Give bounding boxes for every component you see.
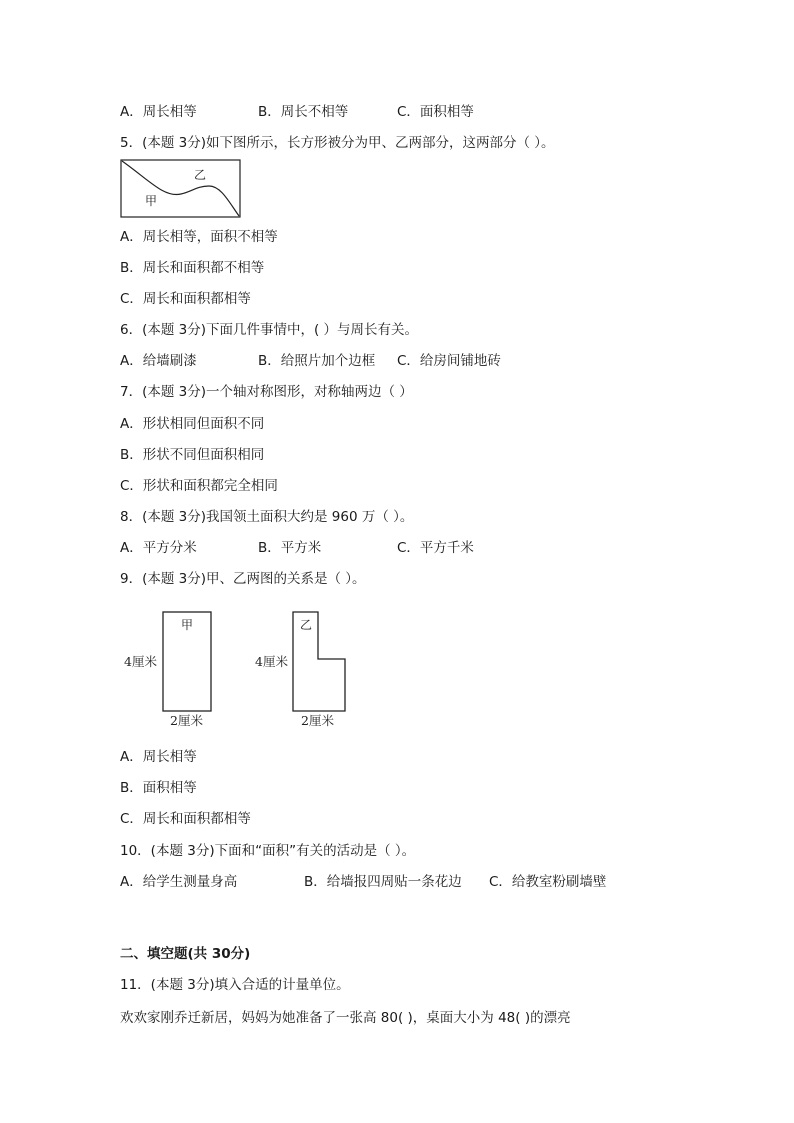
q10-stem: 10．(本题 3分)下面和“面积”有关的活动是（ ）。 [120, 843, 416, 859]
q9-option-c: C．周长和面积都相等 [120, 811, 251, 827]
q11-stem: 11．(本题 3分)填入合适的计量单位。 [120, 977, 350, 993]
q4-option-c: C．面积相等 [397, 104, 474, 120]
q4-option-b: B．周长不相等 [258, 104, 349, 120]
q5-option-a: A．周长相等，面积不相等 [120, 229, 278, 245]
q9-yi-width: 2厘米 [301, 713, 334, 728]
q10-option-b: B．给墙报四周贴一条花边 [304, 874, 462, 890]
q8-option-c: C．平方千米 [397, 540, 474, 556]
q9-option-b: B．面积相等 [120, 780, 197, 796]
q5-label-jia: 甲 [145, 194, 158, 208]
q8-option-b: B．平方米 [258, 540, 322, 556]
section-title: 二、填空题(共 30分) [120, 946, 251, 962]
q6-option-a: A．给墙刷漆 [120, 353, 197, 369]
q9-jia-width: 2厘米 [170, 713, 203, 728]
q7-option-b: B．形状不同但面积相同 [120, 447, 265, 463]
q5-stem: 5．(本题 3分)如下图所示，长方形被分为甲、乙两部分，这两部分（ ）。 [120, 135, 555, 151]
q7-stem: 7．(本题 3分)一个轴对称图形，对称轴两边（ ） [120, 384, 413, 400]
q9-jia-height: 4厘米 [124, 654, 157, 669]
q10-option-c: C．给教室粉刷墙壁 [489, 874, 607, 890]
q7-option-a: A．形状相同但面积不同 [120, 416, 265, 432]
q5-option-b: B．周长和面积都不相等 [120, 260, 265, 276]
q6-option-c: C．给房间铺地砖 [397, 353, 501, 369]
q5-label-yi: 乙 [194, 168, 207, 182]
q9-option-a: A．周长相等 [120, 749, 197, 765]
q5-option-c: C．周长和面积都相等 [120, 291, 251, 307]
q4-option-a: A．周长相等 [120, 104, 197, 120]
q10-option-a: A．给学生测量身高 [120, 874, 238, 890]
q9-yi-height: 4厘米 [255, 654, 288, 669]
q9-stem: 9．(本题 3分)甲、乙两图的关系是（ ）。 [120, 571, 366, 587]
q6-option-b: B．给照片加个边框 [258, 353, 376, 369]
q8-option-a: A．平方分米 [120, 540, 197, 556]
q5-figure [119, 158, 243, 220]
q9-jia-label: 甲 [181, 618, 194, 632]
q9-figure [118, 607, 358, 732]
q6-stem: 6．(本题 3分)下面几件事情中，( ）与周长有关。 [120, 322, 419, 338]
q8-stem: 8．(本题 3分)我国领土面积大约是 960 万（ ）。 [120, 509, 414, 525]
q9-yi-label: 乙 [300, 618, 313, 632]
q7-option-c: C．形状和面积都完全相同 [120, 478, 278, 494]
q11-text: 欢欢家刚乔迁新居，妈妈为她准备了一张高 80( )，桌面大小为 48( )的漂亮 [120, 1010, 571, 1026]
